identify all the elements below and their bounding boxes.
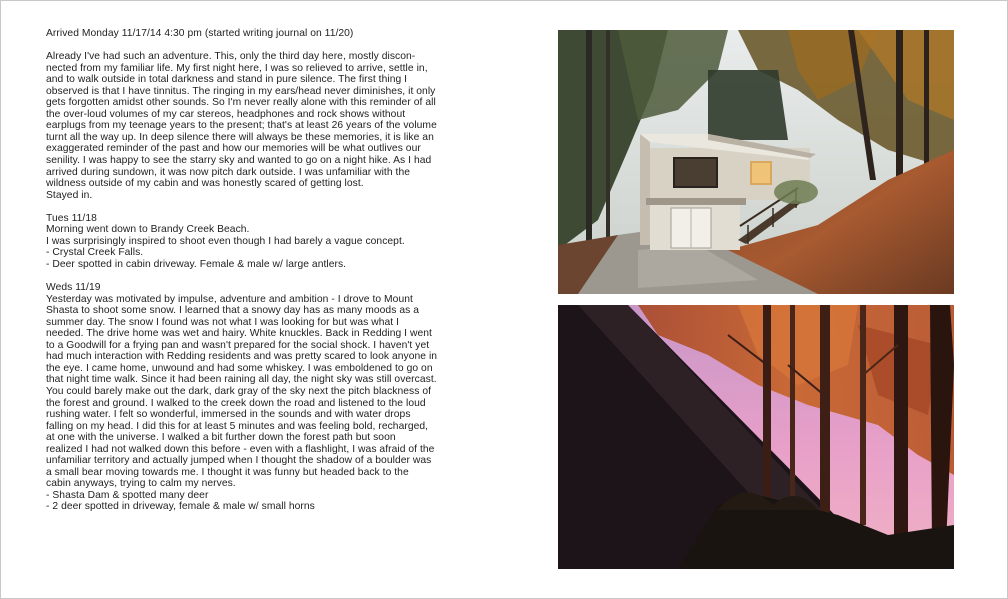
journal-text: [46, 28, 476, 536]
journal-line: [46, 513, 476, 525]
journal-line: Arrived Monday 11/17/14 4:30 pm (started writing journal on 11/20): [46, 28, 354, 39]
entry-arrival-heading: [46, 28, 476, 40]
journal-line: Stayed in.: [46, 189, 93, 201]
journal-line: realized I had not walked down this before - even with a flashlight, I was afraid of the: [46, 443, 435, 455]
journal-line: observed is that I have tinnitus. The ringing in my ears/head never diminishes, it only: [46, 85, 436, 97]
journal-line: at one with the universe. I walked a bit further down the forest path but soon: [46, 432, 396, 444]
journal-line: wildness outside of my cabin and was honestly scared of getting lost.: [46, 178, 364, 190]
journal-line: cabin anyways, trying to calm my nerves.: [46, 478, 236, 490]
journal-line: the eye. I came home, unwound and had some whiskey. I was emboldened to go on: [46, 362, 433, 374]
journal-line: - Shasta Dam & spotted many deer: [46, 489, 209, 501]
journal-line: Weds 11/19: [46, 282, 101, 294]
journal-line: the forest and ground. I walked to the creek down the road and listened to the loud: [46, 397, 426, 409]
journal-line: You could barely make out the dark, dark gray of the sky next the pitch blackness of: [46, 385, 432, 397]
journal-line: falling on my head. I did this for at least 5 minutes and was feeling bold, recharged,: [46, 420, 429, 432]
journal-line: Yesterday was motivated by impulse, adventure and ambition - I drove to Mount: [46, 293, 413, 305]
journal-line: rushing water. I felt so wonderful, immersed in the sounds and with water drops: [46, 409, 411, 421]
journal-line: a small bear moving towards me. I thought it was funny but headed back to the: [46, 466, 409, 478]
journal-line: exaggerated reminder of the past and how our memories will be what outlives our: [46, 143, 421, 155]
journal-line: needed. The drive home was wet and hairy. White knuckles. Back in Redding I went: [46, 328, 432, 340]
journal-line: Shasta to shoot some snow. I learned that a snowy day has as many moods as a: [46, 305, 419, 317]
journal-line: - Deer spotted in cabin driveway. Female & male w/ large antlers.: [46, 258, 347, 270]
journal-line: the over-loud volumes of my car stereos, headphones and rock shows without: [46, 108, 406, 120]
journal-line: I was surprisingly inspired to shoot even though I had barely a vague concept.: [46, 235, 405, 247]
journal-line: Morning went down to Brandy Creek Beach.: [46, 224, 250, 236]
journal-line: nected from my familiar life. My first night here, I was so relieved to arrive, settle in,: [46, 62, 428, 74]
journal-line: Tues 11/18: [46, 212, 97, 224]
journal-line: had much interaction with Redding residents and was pretty scared to look anyone in: [46, 351, 438, 363]
journal-line: - 2 deer spotted in driveway, female & male w/ small horns: [46, 501, 315, 513]
journal-line: earplugs from my teenage years to the present; that's at least 26 years of the volume: [46, 120, 437, 132]
journal-line: arrived during sundown, it was now pitch dark outside. I was unfamiliar with the: [46, 166, 410, 178]
journal-line: senility. I was happy to see the starry sky and wanted to go on a night hike. As I had: [46, 155, 432, 167]
journal-line: that night time walk. Since it had been raining all day, the night sky was still overcast.: [46, 374, 437, 386]
journal-line: gets forgotten amidst other sounds. So I'm never really alone with this reminder of all: [46, 97, 436, 109]
cabin-in-autumn-forest-photo: [558, 30, 954, 294]
journal-line: summer day. The snow I found was not what I was looking for but was what I: [46, 316, 400, 328]
entry-wednesday: [46, 282, 476, 524]
pink-sunset-through-trees-photo: [558, 305, 954, 569]
cabin-scene-icon: [558, 30, 954, 294]
sunset-forest-icon: [558, 305, 954, 569]
journal-line: and to walk outside in total darkness and stand in pure silence. The first thing I: [46, 74, 408, 86]
entry-tuesday: [46, 213, 476, 271]
journal-line: to a Goodwill for a frying pan and wasn't prepared for the social shock. I haven't yet: [46, 339, 430, 351]
journal-line: turnt all the way up. In deep silence there will always be these memories, it is like an: [46, 131, 434, 143]
journal-line: unfamiliar territory and actually jumped when I thought the shadow of a boulder was: [46, 455, 432, 467]
entry-monday: [46, 51, 476, 201]
journal-line: Already I've had such an adventure. This, only the third day here, mostly discon-: [46, 51, 416, 63]
journal-line: - Crystal Creek Falls.: [46, 247, 144, 259]
